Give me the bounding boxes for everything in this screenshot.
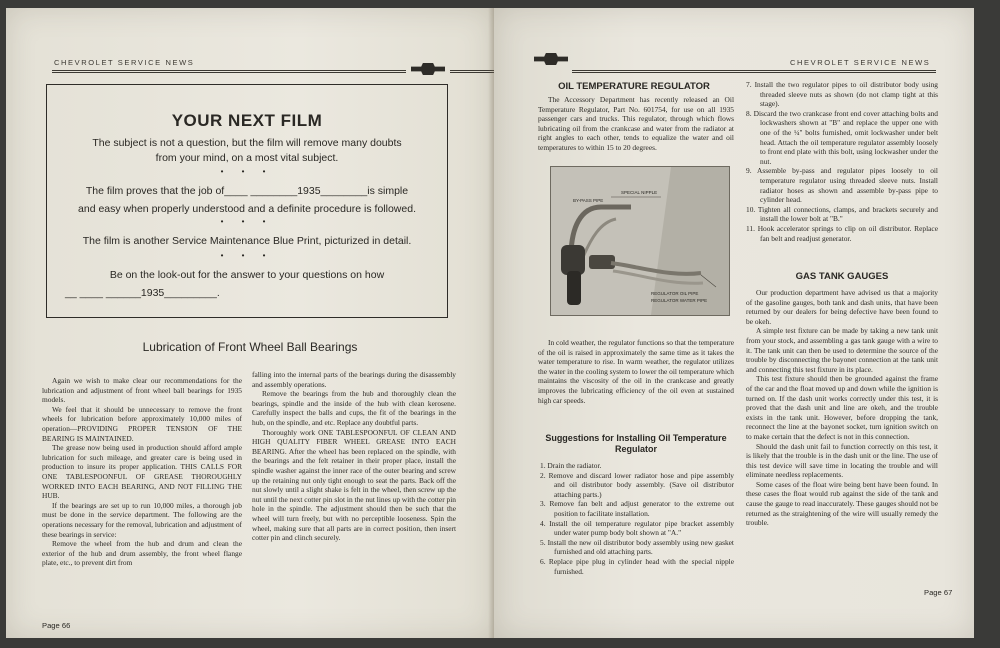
film-dots-3: • • • xyxy=(220,251,274,260)
list-item: 3. Remove fan belt and adjust generator to the extreme out position to facilitate installation. xyxy=(540,499,734,518)
paragraph: Should the dash unit fail to function correctly on this test, it is likely that the trouble is in the dash unit or the line. The use of this test device will save time in locating the trouble and will eliminate needless replacements. xyxy=(746,441,938,480)
photo-label-regulator-water-pipe: REGULATOR WATER PIPE xyxy=(651,298,708,303)
list-item: 6. Replace pipe plug in cylinder head with the special nipple furnished. xyxy=(540,556,734,576)
paragraph: A simple test fixture can be made by taking a new tank unit from your stock, and assembling a gas tank gauge with a wire to it. The tank unit can then be used to determine the source of the trouble by disconnecting the bayonet connection at the tank unit and connecting this test fixture in its place. xyxy=(746,326,938,374)
film-line-4: and easy when properly understood and a definite procedure is followed. xyxy=(78,203,416,215)
lubrication-column-1 xyxy=(42,376,242,568)
paragraph: The grease now being used in production should afford ample lubrication for such mileage, and greater care is being used in production to insure its proper application. THIS CALLS FOR ONE TABLESPOONFUL OF GREASE THOROUGHLY WORKED INTO EACH BEARING, AND NOT FILLING THE HUB. xyxy=(42,443,242,501)
film-line-3: The film proves that the job of____ ________1935________is simple xyxy=(85,185,409,197)
film-line-1: The subject is not a question, but the film will remove many doubts xyxy=(92,137,402,149)
paragraph: The Accessory Department has recently released an Oil Temperature Regulator, Part No. 601754, for use on all 1935 passenger cars and trucks. This regulator, through which flows lubricating oil from the crankcase and water from the radiator at right angles to each other, tends to equalize the water and oil temperatures to within 15 to 20 degrees. xyxy=(538,95,734,152)
list-item: 10. Tighten all connections, clamps, and brackets securely and install the lower bolt at "B." xyxy=(746,204,938,224)
page-number-left: Page 66 xyxy=(42,621,71,630)
paragraph: This test fixture should then be grounded against the frame of the car and the float moved up and down while the ignition is turned on. If the dash unit works correctly under this test, it is proved that the dash unit and line are okeh, and the trouble exists in the tank unit. However, before dropping the tank, reconnect the line at the bayonet socket, turn ignition switch on to make certain that the defect is not in this connection. xyxy=(746,374,938,441)
oil-regulator-cold-weather xyxy=(538,338,734,405)
list-item: 5. Install the new oil distributor body assembly using new gasket furnished and old attaching parts. xyxy=(540,537,734,557)
paragraph: Again we wish to make clear our recommendations for the lubrication and adjustment of front wheel ball bearings for 1935 models. xyxy=(42,376,242,405)
list-item: 11. Hook accelerator springs to clip on oil distributor. Replace fan belt and readjust generator. xyxy=(746,223,938,243)
installation-suggestions-title: Suggestions for Installing Oil Temperature Regulator xyxy=(545,433,727,454)
header-rule-right xyxy=(572,70,936,73)
chevrolet-bowtie-logo-left xyxy=(411,63,445,75)
oil-regulator-photo xyxy=(550,166,730,316)
film-title: YOUR NEXT FILM xyxy=(171,111,323,130)
gas-tank-gauges-text xyxy=(746,288,938,528)
paragraph: If the bearings are set up to run 10,000 miles, a thorough job must be done in the service department. The following are the operations necessary for the removal, lubrication and adjustment of these bearings in service: xyxy=(42,500,242,539)
paragraph: Our production department have advised us that a majority of the gasoline gauges, both tank and dash units, that have been returned by our dealers for being defective have been found to be okeh. xyxy=(746,288,938,326)
your-next-film-box xyxy=(46,84,448,318)
paragraph: Thoroughly work ONE TABLESPOONFUL OF CLEAN AND HIGH QUALITY FIBER WHEEL GREASE INTO EACH BEARING. After the wheel has been replaced on the spindle, with the bearings and the felt retainer in their proper place, install the spindle washer against the inner race of the outer bearing and screw up the retaining nut only tight enough to seat the parts. Back off the nut slowly until a slight shake is felt in the wheel, then screw up the nut until the next cotter pin slot in the nut lines up with the cotter pin hole in the spindle. The adjustment should then be such that the wheel will turn freely, but with no perceptible looseness. Spin the wheel, making sure that all parts are in correct position, then insert cotter pin and clinch securely. xyxy=(252,427,456,543)
paragraph: Remove the bearings from the hub and thoroughly clean the bearings, spindle and the inside of the hub with clean kerosene. Carefully inspect the balls and cups, the fit of the bearings in the hub, on the spindle, and etc. Replace any doubtful parts. xyxy=(252,389,456,427)
paragraph: We feel that it should be unnecessary to remove the front wheels for lubrication before approximately 10,000 miles of operation—PROVIDING PROPER TENSION OF THE BEARING IS MAINTAINED. xyxy=(42,404,242,443)
list-item: 8. Discard the two crankcase front end cover attaching bolts and lockwashers shown at "B" and replace the upper one with one of the ¼" bolts furnished, omit lockwasher under belt head. Attach the oil temperature regulator assembly loosely to front end plate with this bolt, using lockwasher under the nut. xyxy=(746,108,938,166)
running-head-right: CHEVROLET SERVICE NEWS xyxy=(790,58,931,67)
installation-steps-1-6 xyxy=(540,461,734,576)
list-item: 1. Drain the radiator. xyxy=(540,461,602,470)
film-line-2: from your mind, on a most vital subject. xyxy=(155,152,339,164)
lubrication-column-2 xyxy=(252,370,456,543)
film-line-6: Be on the look-out for the answer to your questions on how xyxy=(109,269,385,281)
page-number-right: Page 67 xyxy=(924,588,953,597)
running-head-left: CHEVROLET SERVICE NEWS xyxy=(54,58,195,67)
film-line-7: __ ____ ______1935_________. xyxy=(65,287,220,299)
photo-label-special-nipple: SPECIAL NIPPLE xyxy=(621,190,658,195)
paragraph: Remove the wheel from the hub and drum and clean the exterior of the hub and drum assembly, the front wheel flange plate, etc., to prevent dirt from xyxy=(42,539,242,568)
header-rule-left xyxy=(52,70,406,73)
gas-tank-gauges-title: GAS TANK GAUGES xyxy=(795,271,889,282)
chevrolet-bowtie-logo-right xyxy=(534,53,568,65)
paragraph: falling into the internal parts of the bearings during the disassembly and assembly operations. xyxy=(252,370,456,389)
photo-label-regulator-oil-pipe: REGULATOR OIL PIPE xyxy=(651,291,699,296)
paragraph: In cold weather, the regulator functions so that the temperature of the oil is raised in approximately the same time as it takes the water temperature to rise. In warm weather, the regulator utilizes the water in the cooling system to lower the oil temperature which maintains the viscosity of the oil in the crankcase and greatly improves the lubricating efficiency of the oil even at sustained high car speeds. xyxy=(538,338,734,405)
right-page xyxy=(494,8,974,638)
lubrication-article-title: Lubrication of Front Wheel Ball Bearings xyxy=(142,340,358,354)
oil-regulator-title: OIL TEMPERATURE REGULATOR xyxy=(558,81,710,92)
left-page xyxy=(6,8,494,638)
oil-regulator-intro xyxy=(538,95,734,153)
film-dots-2: • • • xyxy=(220,217,274,226)
list-item: 2. Remove and discard lower radiator hose and pipe assembly and oil distributor body assembly. (Save oil distributor attaching parts.) xyxy=(540,470,734,499)
list-item: 4. Install the oil temperature regulator pipe bracket assembly under water pump body bolt shown at "A." xyxy=(540,518,734,538)
film-dots-1: • • • xyxy=(220,167,274,176)
regulator-illustration xyxy=(551,167,729,315)
film-line-5: The film is another Service Maintenance Blue Print, picturized in detail. xyxy=(82,235,412,247)
list-item: 9. Assemble by-pass and regulator pipes loosely to oil temperature regulator using threaded sleeve nuts. Install radiator hoses as shown and assemble by-pass pipe to cylinder head. xyxy=(746,166,938,205)
list-item: 7. Install the two regulator pipes to oil distributor body using threaded sleeve nuts as shown (do not clamp tight at this stage). xyxy=(746,80,938,109)
photo-label-bypass-pipe: BY-PASS PIPE xyxy=(573,198,604,203)
paragraph: Some cases of the float wire being bent have been found. In these cases the float would rub against the side of the tank and cause the gauge to read inaccurately. These gauges should not be returned as the straightening of the wire will usually remedy the trouble. xyxy=(746,479,938,528)
installation-steps-7-11 xyxy=(746,80,938,243)
